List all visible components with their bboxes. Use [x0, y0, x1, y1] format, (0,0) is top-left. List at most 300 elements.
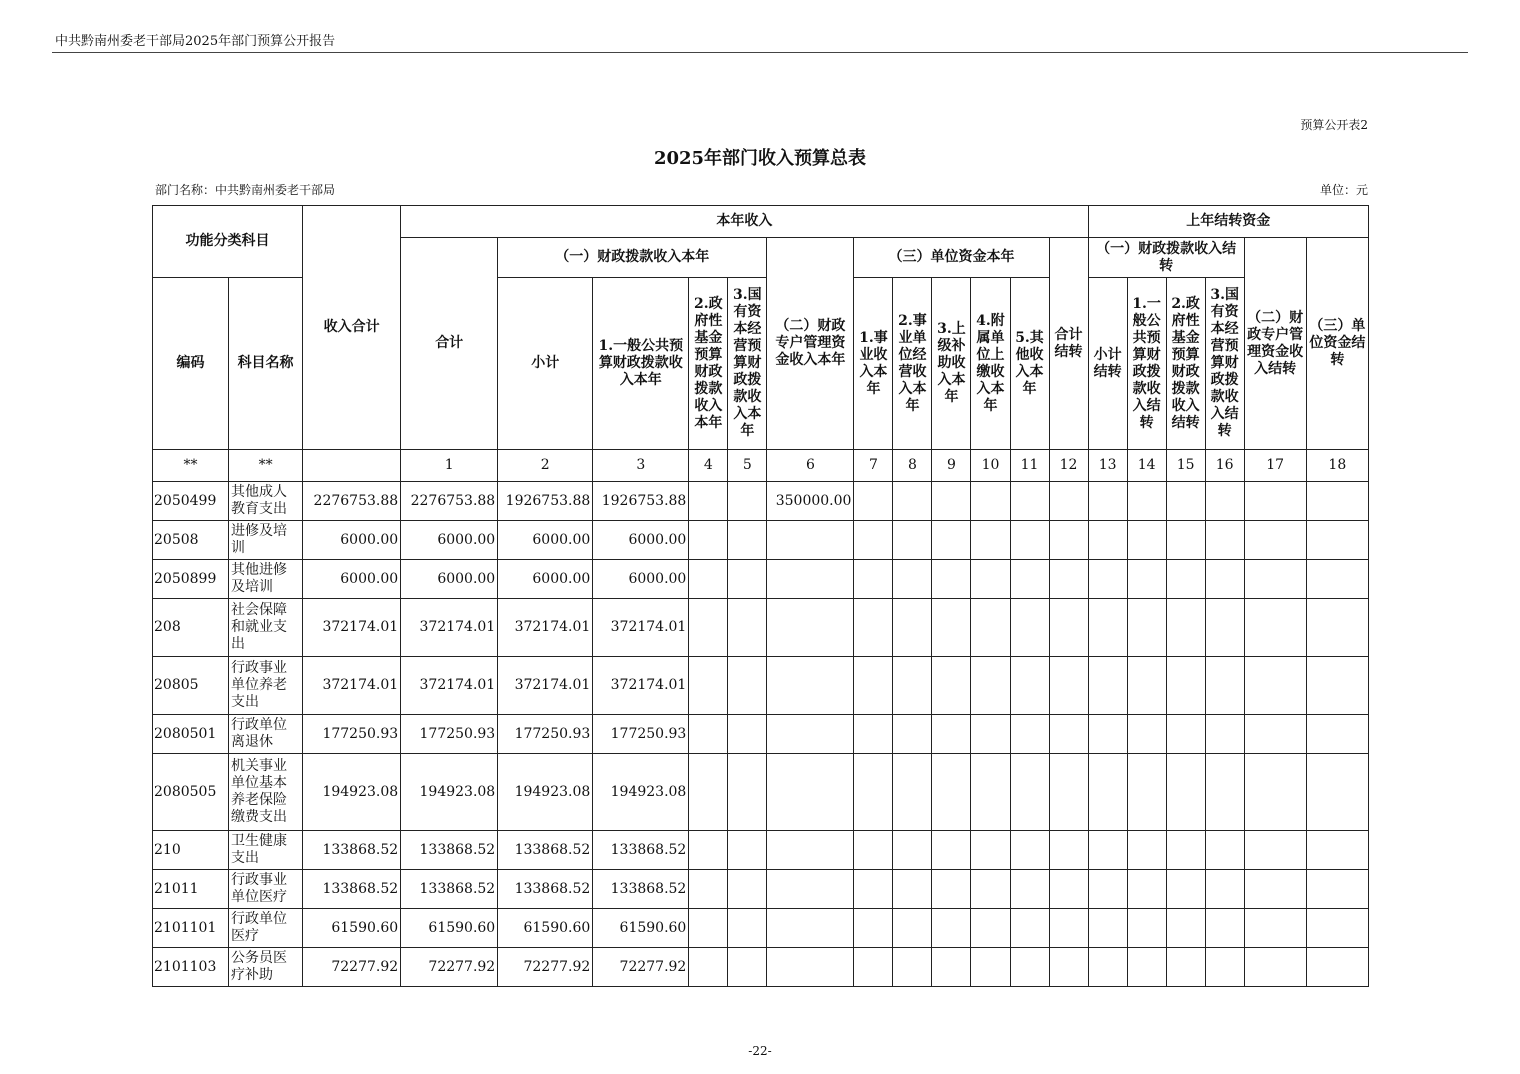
- income-total: 6000.00: [303, 560, 401, 599]
- subject-code: 210: [153, 831, 229, 870]
- table-row: [153, 909, 1369, 948]
- empty-cell: [1127, 948, 1166, 987]
- empty-cell: [1049, 482, 1088, 521]
- empty-cell: [1127, 521, 1166, 560]
- empty-cell: [932, 521, 971, 560]
- empty-cell: [1244, 870, 1306, 909]
- special-account-value: [767, 521, 854, 560]
- special-account-value: [767, 948, 854, 987]
- general-budget-value: 372174.01: [593, 599, 689, 657]
- empty-cell: [893, 521, 932, 560]
- code-header: 编码: [153, 278, 229, 450]
- subject-name: 卫生健康支出: [229, 831, 303, 870]
- index-cell: 14: [1127, 450, 1166, 482]
- empty-cell: [1010, 754, 1049, 831]
- empty-cell: [1049, 754, 1088, 831]
- empty-cell: [854, 715, 893, 754]
- empty-cell: [932, 560, 971, 599]
- subject-name: 行政事业单位养老支出: [229, 657, 303, 715]
- income-total: 2276753.88: [303, 482, 401, 521]
- gov-fund-value: [689, 560, 728, 599]
- gov-fund-value: [689, 521, 728, 560]
- subject-name: 其他成人教育支出: [229, 482, 303, 521]
- table-body: [153, 482, 1369, 987]
- gov-fund-value: [689, 657, 728, 715]
- unit-funds-header: （三）单位资金本年: [854, 238, 1049, 278]
- empty-cell: [1205, 599, 1244, 657]
- gov-fund-header: 2.政府性基金预算财政拨款收入本年: [689, 278, 728, 450]
- subtotal: 133868.52: [498, 870, 593, 909]
- special-account-value: [767, 599, 854, 657]
- subject-code: 21011: [153, 870, 229, 909]
- general-budget-value: 72277.92: [593, 948, 689, 987]
- affiliate-income-header: 4.附属单位上缴收入本年: [971, 278, 1010, 450]
- empty-cell: [971, 831, 1010, 870]
- empty-cell: [1244, 754, 1306, 831]
- general-budget-header: 1.一般公共预算财政拨款收入本年: [593, 278, 689, 450]
- empty-cell: [1306, 657, 1368, 715]
- empty-cell: [971, 870, 1010, 909]
- subtotal: 6000.00: [498, 521, 593, 560]
- empty-cell: [1049, 560, 1088, 599]
- empty-cell: [854, 948, 893, 987]
- empty-cell: [1127, 831, 1166, 870]
- subtotal: 133868.52: [498, 831, 593, 870]
- subtotal: 194923.08: [498, 754, 593, 831]
- empty-cell: [1166, 831, 1205, 870]
- general-budget-value: 1926753.88: [593, 482, 689, 521]
- empty-cell: [1166, 560, 1205, 599]
- index-cell: 4: [689, 450, 728, 482]
- empty-cell: [971, 909, 1010, 948]
- other-income-header: 5.其他收入本年: [1010, 278, 1049, 450]
- state-capital-value: [728, 909, 767, 948]
- table-row: [153, 560, 1369, 599]
- empty-cell: [1127, 482, 1166, 521]
- index-cell: 11: [1010, 450, 1049, 482]
- this-year-total: 61590.60: [401, 909, 498, 948]
- empty-cell: [893, 870, 932, 909]
- empty-cell: [1127, 909, 1166, 948]
- empty-cell: [1244, 599, 1306, 657]
- this-year-total: 72277.92: [401, 948, 498, 987]
- income-total: 61590.60: [303, 909, 401, 948]
- income-total: 177250.93: [303, 715, 401, 754]
- state-capital-value: [728, 482, 767, 521]
- empty-cell: [971, 754, 1010, 831]
- empty-cell: [1205, 754, 1244, 831]
- empty-cell: [971, 657, 1010, 715]
- index-cell: **: [229, 450, 303, 482]
- subject-name: 社会保障和就业支出: [229, 599, 303, 657]
- table-row: [153, 521, 1369, 560]
- general-budget-value: 372174.01: [593, 657, 689, 715]
- empty-cell: [1088, 754, 1127, 831]
- special-account-header: （二）财政专户管理资金收入本年: [767, 238, 854, 450]
- empty-cell: [1205, 657, 1244, 715]
- empty-cell: [1166, 657, 1205, 715]
- empty-cell: [854, 754, 893, 831]
- empty-cell: [1306, 831, 1368, 870]
- empty-cell: [1049, 657, 1088, 715]
- this-year-total: 133868.52: [401, 831, 498, 870]
- empty-cell: [1010, 715, 1049, 754]
- this-year-total: 6000.00: [401, 521, 498, 560]
- subject-name: 机关事业单位基本养老保险缴费支出: [229, 754, 303, 831]
- empty-cell: [854, 831, 893, 870]
- empty-cell: [971, 482, 1010, 521]
- table-row: [153, 715, 1369, 754]
- document-header: 中共黔南州委老干部局2025年部门预算公开报告: [55, 34, 336, 49]
- income-total: 133868.52: [303, 831, 401, 870]
- gov-fund-value: [689, 909, 728, 948]
- empty-cell: [1088, 657, 1127, 715]
- index-cell: 7: [854, 450, 893, 482]
- empty-cell: [893, 948, 932, 987]
- state-capital-value: [728, 715, 767, 754]
- empty-cell: [854, 521, 893, 560]
- empty-cell: [1306, 754, 1368, 831]
- table-row: [153, 657, 1369, 715]
- subject-code: 2101101: [153, 909, 229, 948]
- empty-cell: [893, 909, 932, 948]
- special-account-carryover-header: （二）财政专户管理资金收入结转: [1244, 238, 1306, 450]
- general-budget-value: 194923.08: [593, 754, 689, 831]
- empty-cell: [1166, 754, 1205, 831]
- empty-cell: [1049, 870, 1088, 909]
- state-capital-value: [728, 599, 767, 657]
- income-budget-table: [152, 205, 1369, 987]
- empty-cell: [1244, 521, 1306, 560]
- state-capital-value: [728, 948, 767, 987]
- gov-fund-value: [689, 754, 728, 831]
- page-title: 2025年部门收入预算总表: [653, 148, 867, 169]
- empty-cell: [932, 754, 971, 831]
- empty-cell: [1306, 599, 1368, 657]
- empty-cell: [1166, 599, 1205, 657]
- index-cell: 5: [728, 450, 767, 482]
- empty-cell: [1088, 521, 1127, 560]
- empty-cell: [1010, 560, 1049, 599]
- empty-cell: [1205, 909, 1244, 948]
- func-class-header: 功能分类科目: [153, 206, 303, 278]
- income-total: 133868.52: [303, 870, 401, 909]
- empty-cell: [1166, 948, 1205, 987]
- special-account-value: [767, 715, 854, 754]
- empty-cell: [854, 599, 893, 657]
- special-account-value: [767, 657, 854, 715]
- empty-cell: [1010, 599, 1049, 657]
- index-cell: [303, 450, 401, 482]
- empty-cell: [1127, 560, 1166, 599]
- general-budget-value: 133868.52: [593, 831, 689, 870]
- empty-cell: [932, 909, 971, 948]
- general-budget-value: 6000.00: [593, 521, 689, 560]
- state-capital-carryover-header: 3.国有资本经营预算财政拨款收入结转: [1205, 278, 1244, 450]
- empty-cell: [1306, 870, 1368, 909]
- empty-cell: [1306, 560, 1368, 599]
- general-budget-value: 133868.52: [593, 870, 689, 909]
- column-index-row: [153, 450, 1369, 482]
- empty-cell: [1049, 831, 1088, 870]
- empty-cell: [1205, 948, 1244, 987]
- empty-cell: [854, 482, 893, 521]
- empty-cell: [1205, 831, 1244, 870]
- operating-income-header: 2.事业单位经营收入本年: [893, 278, 932, 450]
- income-total: 372174.01: [303, 599, 401, 657]
- empty-cell: [1010, 909, 1049, 948]
- this-year-total: 177250.93: [401, 715, 498, 754]
- this-year-total: 194923.08: [401, 754, 498, 831]
- this-year-total: 6000.00: [401, 560, 498, 599]
- empty-cell: [971, 599, 1010, 657]
- empty-cell: [1127, 657, 1166, 715]
- empty-cell: [1127, 870, 1166, 909]
- state-capital-value: [728, 521, 767, 560]
- department-name: 部门名称：中共黔南州委老干部局: [155, 183, 336, 197]
- special-account-value: [767, 909, 854, 948]
- empty-cell: [893, 560, 932, 599]
- this-year-income-header: 本年收入: [401, 206, 1088, 238]
- income-total: 72277.92: [303, 948, 401, 987]
- subsidy-income-header: 3.上级补助收入本年: [932, 278, 971, 450]
- empty-cell: [893, 754, 932, 831]
- state-capital-value: [728, 657, 767, 715]
- index-cell: 8: [893, 450, 932, 482]
- empty-cell: [1049, 521, 1088, 560]
- empty-cell: [932, 482, 971, 521]
- empty-cell: [971, 948, 1010, 987]
- index-cell: 18: [1306, 450, 1368, 482]
- empty-cell: [971, 715, 1010, 754]
- empty-cell: [1244, 948, 1306, 987]
- index-cell: 2: [498, 450, 593, 482]
- table-row: [153, 948, 1369, 987]
- income-total: 194923.08: [303, 754, 401, 831]
- index-cell: 16: [1205, 450, 1244, 482]
- state-capital-value: [728, 754, 767, 831]
- empty-cell: [1088, 560, 1127, 599]
- empty-cell: [1205, 715, 1244, 754]
- empty-cell: [1088, 948, 1127, 987]
- empty-cell: [1010, 482, 1049, 521]
- empty-cell: [1205, 560, 1244, 599]
- index-cell: 9: [932, 450, 971, 482]
- empty-cell: [1306, 909, 1368, 948]
- subject-name: 进修及培训: [229, 521, 303, 560]
- empty-cell: [893, 657, 932, 715]
- empty-cell: [1049, 715, 1088, 754]
- income-total: 6000.00: [303, 521, 401, 560]
- empty-cell: [1205, 870, 1244, 909]
- subtotal: 61590.60: [498, 909, 593, 948]
- special-account-value: 350000.00: [767, 482, 854, 521]
- empty-cell: [1010, 948, 1049, 987]
- empty-cell: [1205, 482, 1244, 521]
- subject-code: 20805: [153, 657, 229, 715]
- general-budget-value: 61590.60: [593, 909, 689, 948]
- unit-label: 单位：元: [1319, 183, 1368, 197]
- subject-code: 208: [153, 599, 229, 657]
- gov-fund-value: [689, 948, 728, 987]
- index-cell: 6: [767, 450, 854, 482]
- empty-cell: [932, 948, 971, 987]
- subject-code: 2080505: [153, 754, 229, 831]
- general-budget-value: 177250.93: [593, 715, 689, 754]
- empty-cell: [1088, 599, 1127, 657]
- unit-funds-carryover-header: （三）单位资金结转: [1306, 238, 1368, 450]
- empty-cell: [893, 831, 932, 870]
- index-cell: 1: [401, 450, 498, 482]
- empty-cell: [1127, 754, 1166, 831]
- empty-cell: [1306, 948, 1368, 987]
- special-account-value: [767, 560, 854, 599]
- subject-code: 2050499: [153, 482, 229, 521]
- subtotal: 72277.92: [498, 948, 593, 987]
- empty-cell: [1244, 560, 1306, 599]
- business-income-header: 1.事业收入本年: [854, 278, 893, 450]
- subtotal: 6000.00: [498, 560, 593, 599]
- general-budget-value: 6000.00: [593, 560, 689, 599]
- empty-cell: [1306, 521, 1368, 560]
- subject-name: 其他进修及培训: [229, 560, 303, 599]
- page-number: -22-: [748, 1044, 772, 1058]
- table-row: [153, 754, 1369, 831]
- index-cell: 3: [593, 450, 689, 482]
- gov-fund-value: [689, 482, 728, 521]
- empty-cell: [1306, 715, 1368, 754]
- empty-cell: [971, 560, 1010, 599]
- empty-cell: [1088, 909, 1127, 948]
- subtotal-header: 小计: [498, 278, 593, 450]
- this-year-total: 2276753.88: [401, 482, 498, 521]
- index-cell: 10: [971, 450, 1010, 482]
- index-cell: **: [153, 450, 229, 482]
- last-year-carryover-header: 上年结转资金: [1088, 206, 1368, 238]
- empty-cell: [854, 657, 893, 715]
- empty-cell: [1127, 599, 1166, 657]
- empty-cell: [1244, 657, 1306, 715]
- subtotal: 177250.93: [498, 715, 593, 754]
- empty-cell: [932, 599, 971, 657]
- empty-cell: [1244, 909, 1306, 948]
- empty-cell: [1049, 599, 1088, 657]
- subtotal: 372174.01: [498, 599, 593, 657]
- subtotal: 372174.01: [498, 657, 593, 715]
- index-cell: 17: [1244, 450, 1306, 482]
- empty-cell: [1010, 831, 1049, 870]
- subject-code: 2080501: [153, 715, 229, 754]
- empty-cell: [932, 657, 971, 715]
- income-total-header: 收入合计: [303, 206, 401, 450]
- state-capital-header: 3.国有资本经营预算财政拨款收入本年: [728, 278, 767, 450]
- general-budget-carryover-header: 1.一般公共预算财政拨款收入结转: [1127, 278, 1166, 450]
- empty-cell: [893, 715, 932, 754]
- table-row: [153, 482, 1369, 521]
- empty-cell: [1010, 870, 1049, 909]
- empty-cell: [1244, 831, 1306, 870]
- header-rule: [52, 52, 1468, 53]
- empty-cell: [1010, 657, 1049, 715]
- empty-cell: [1166, 870, 1205, 909]
- empty-cell: [1166, 482, 1205, 521]
- table-row: [153, 870, 1369, 909]
- carryover-subtotal-header: 小计结转: [1088, 278, 1127, 450]
- state-capital-value: [728, 831, 767, 870]
- subject-name: 公务员医疗补助: [229, 948, 303, 987]
- gov-fund-value: [689, 870, 728, 909]
- empty-cell: [854, 909, 893, 948]
- state-capital-value: [728, 560, 767, 599]
- subject-code: 2050899: [153, 560, 229, 599]
- empty-cell: [971, 521, 1010, 560]
- subtotal: 1926753.88: [498, 482, 593, 521]
- empty-cell: [1244, 482, 1306, 521]
- subject-name-header: 科目名称: [229, 278, 303, 450]
- empty-cell: [1205, 521, 1244, 560]
- empty-cell: [932, 831, 971, 870]
- empty-cell: [1088, 831, 1127, 870]
- table-row: [153, 599, 1369, 657]
- empty-cell: [1049, 909, 1088, 948]
- table-row: [153, 831, 1369, 870]
- fiscal-appropriation-header: （一）财政拨款收入本年: [498, 238, 767, 278]
- empty-cell: [893, 482, 932, 521]
- subject-code: 2101103: [153, 948, 229, 987]
- empty-cell: [1088, 482, 1127, 521]
- this-year-total: 372174.01: [401, 657, 498, 715]
- empty-cell: [893, 599, 932, 657]
- empty-cell: [932, 715, 971, 754]
- subject-name: 行政事业单位医疗: [229, 870, 303, 909]
- this-year-total-header: 合计: [401, 238, 498, 450]
- index-cell: 15: [1166, 450, 1205, 482]
- table-number: 预算公开表2: [1300, 118, 1368, 132]
- empty-cell: [854, 870, 893, 909]
- fiscal-carryover-header: （一）财政拨款收入结转: [1088, 238, 1244, 278]
- this-year-total: 372174.01: [401, 599, 498, 657]
- empty-cell: [1306, 482, 1368, 521]
- empty-cell: [932, 870, 971, 909]
- empty-cell: [1010, 521, 1049, 560]
- this-year-total: 133868.52: [401, 870, 498, 909]
- income-total: 372174.01: [303, 657, 401, 715]
- index-cell: 13: [1088, 450, 1127, 482]
- empty-cell: [1049, 948, 1088, 987]
- gov-fund-value: [689, 831, 728, 870]
- state-capital-value: [728, 870, 767, 909]
- empty-cell: [1088, 715, 1127, 754]
- empty-cell: [1088, 870, 1127, 909]
- empty-cell: [854, 560, 893, 599]
- index-cell: 12: [1049, 450, 1088, 482]
- carryover-total-header: 合计结转: [1049, 238, 1088, 450]
- empty-cell: [1127, 715, 1166, 754]
- subject-code: 20508: [153, 521, 229, 560]
- special-account-value: [767, 754, 854, 831]
- empty-cell: [1244, 715, 1306, 754]
- gov-fund-value: [689, 599, 728, 657]
- special-account-value: [767, 831, 854, 870]
- subject-name: 行政单位离退休: [229, 715, 303, 754]
- special-account-value: [767, 870, 854, 909]
- subject-name: 行政单位医疗: [229, 909, 303, 948]
- empty-cell: [1166, 521, 1205, 560]
- empty-cell: [1166, 909, 1205, 948]
- gov-fund-value: [689, 715, 728, 754]
- gov-fund-carryover-header: 2.政府性基金预算财政拨款收入结转: [1166, 278, 1205, 450]
- empty-cell: [1166, 715, 1205, 754]
